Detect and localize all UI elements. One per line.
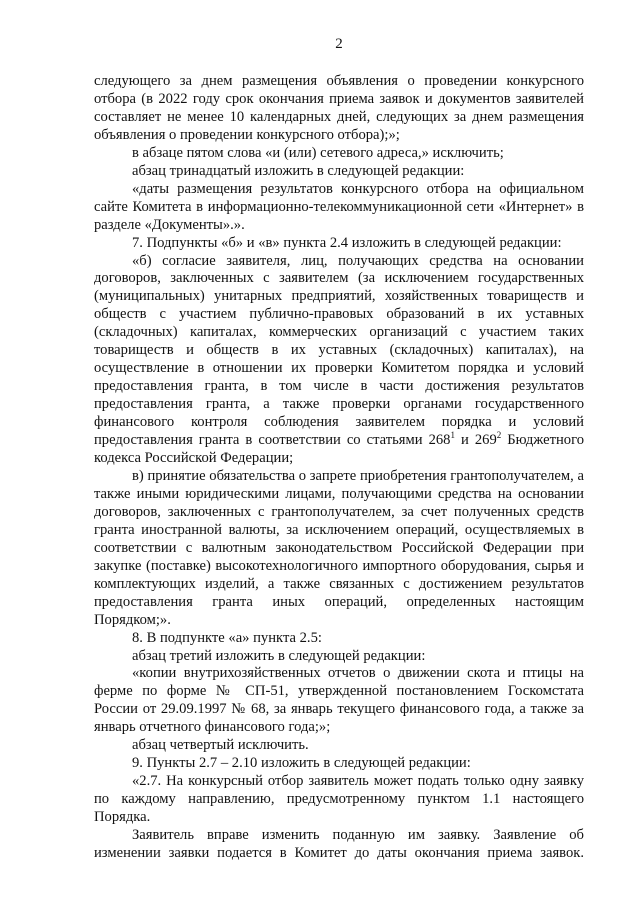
paragraph-abzac-4-remove: абзац четвертый исключить.: [132, 737, 309, 754]
document-body: [94, 73, 584, 863]
paragraph-item-7: 7. Подпункты «б» и «в» пункта 2.4 изложить в следующей редакции:: [132, 234, 562, 251]
paragraph-item-9: 9. Пункты 2.7 – 2.10 изложить в следующей редакции:: [132, 755, 471, 772]
paragraph-abzac-3-text: «копии внутрихозяйственных отчетов о движении скота и птицы на ферме по форме № СП-51, утвержденной постановлением Госкомстата России от 29.09.1997 № 68, за январь текущего финансового года, а также за январь отчетного финансового года;»;: [94, 665, 584, 736]
paragraph-abzac-13-text: «даты размещения результатов конкурсного отбора на официальном сайте Комитета в информационно-телекоммуникационной сети «Интернет» в разделе «Документы».».: [94, 180, 584, 233]
paragraph-abzac-3-intro: абзац третий изложить в следующей редакции:: [132, 647, 426, 664]
paragraph-amend-abzac-5: в абзаце пятом слова «и (или) сетевого адреса,» исключить;: [132, 144, 504, 161]
paragraph-abzac-13-intro: абзац тринадцатый изложить в следующей редакции:: [132, 162, 465, 179]
subitem-b-text-2: и 269: [454, 432, 497, 449]
article-268-superscript: 1: [450, 430, 455, 441]
page-number: 2: [335, 36, 343, 52]
paragraph-continuation: следующего за днем размещения объявления о проведении конкурсного отбора (в 2022 году срок окончания приема заявок и документов заявителей составляет не менее 10 календарных дней, следующих за днем размещения объявления о проведении конкурсного отбора);»;: [94, 73, 584, 143]
article-269-superscript: 2: [496, 430, 502, 441]
paragraph-item-8: 8. В подпункте «а» пункта 2.5:: [132, 629, 322, 646]
paragraph-subitem-b: [94, 253, 584, 468]
subitem-b-text: «б) согласие заявителя, лиц, получающих средства на основании договоров, заключенных с заявителем (за исключением государственных (муниципальных) унитарных предприятий, хозяйственных товариществ и обществ с участием публично-правовых образований в их уставных (складочных) капиталах, коммерческих организаций с участием таких товариществ и обществ в их уставных (складочных) капиталах), на осуществление в отношении их проверки Комитетом порядка и условий предоставления гранта, в том числе в части достижения результатов предоставления гранта, а также проверки органами государственного финансового контроля соблюдения заявителем порядка и условий предоставления гранта в соответствии со статьями 268: [94, 252, 584, 449]
paragraph-subitem-v: в) принятие обязательства о запрете приобретения грантополучателем, а также иными юридическими лицами, получающими средства на основании договоров, заключенных с грантополучателем, за счет полученных средств гранта иностранной валюты, за исключением операций, осуществляемых в соответствии с валютным законодательством Российской Федерации при закупке (поставке) высокотехнологичного импортного оборудования, сырья и комплектующих изделий, а также связанных с достижением результатов предоставления гранта иных операций, определенных настоящим Порядком;».: [94, 467, 584, 628]
paragraph-change-application: Заявитель вправе изменить поданную им заявку. Заявление об изменении заявки подается в Комитет до даты окончания приема заявок.: [94, 827, 584, 861]
subitem-b-text-3: Бюджетного кодекса Российской Федерации;: [94, 432, 585, 467]
paragraph-point-2-7: «2.7. На конкурсный отбор заявитель может подать только одну заявку по каждому направлению, предусмотренному пунктом 1.1 настоящего Порядка.: [94, 773, 584, 826]
